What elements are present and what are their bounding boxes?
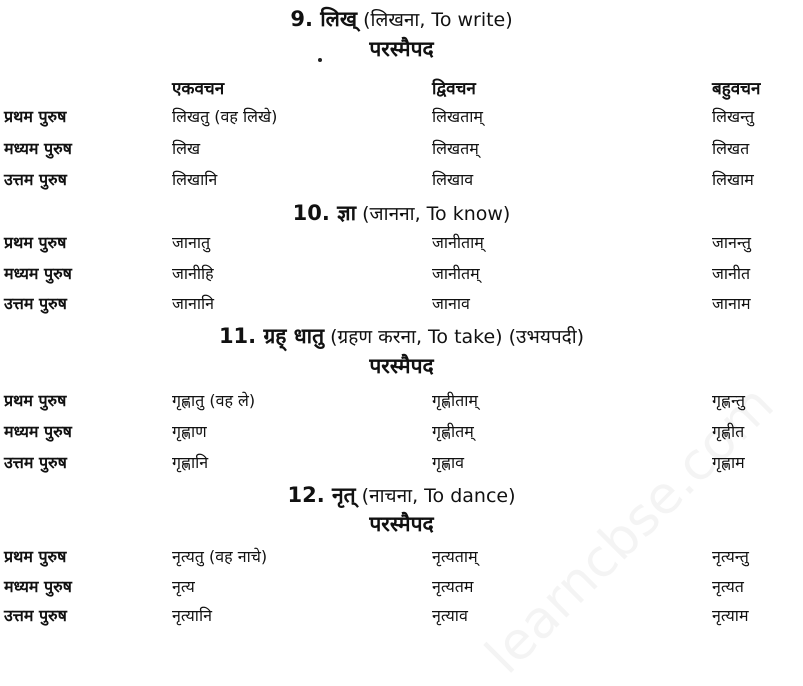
header-ekavachan: एकवचन — [172, 79, 225, 99]
table-row — [0, 574, 803, 600]
dual-form: लिखाव — [432, 170, 474, 189]
verb-meaning: (लिखना, To write) — [357, 9, 513, 31]
plural-form: जानाम — [712, 294, 751, 313]
verb-heading-9 — [0, 6, 803, 33]
table-row — [0, 388, 803, 414]
table-row — [0, 291, 803, 317]
plural-form: गृह्णीत — [712, 422, 745, 441]
person-label: मध्यम पुरुष — [4, 264, 72, 283]
singular-form: लिखानि — [172, 170, 218, 189]
verb-heading-10 — [0, 200, 803, 227]
dual-form: लिखतम् — [432, 139, 479, 158]
singular-form: गृह्णातु (वह ले) — [172, 391, 256, 410]
pada-label: परस्मैपद — [369, 354, 434, 378]
dual-form: नृत्यतम — [432, 577, 474, 596]
header-bahuvachan: बहुवचन — [712, 79, 761, 99]
singular-form: नृत्यतु (वह नाचे) — [172, 547, 268, 566]
verb-title: 12. नृत् — [287, 483, 356, 507]
dual-form: गृह्णीताम् — [432, 391, 478, 410]
person-label: प्रथम पुरुष — [4, 391, 67, 410]
person-label: प्रथम पुरुष — [4, 233, 67, 252]
verb-meaning: (नाचना, To dance) — [355, 485, 516, 507]
person-label: मध्यम पुरुष — [4, 577, 72, 596]
pada-label: परस्मैपद — [369, 512, 434, 536]
pada-label: परस्मैपद — [369, 37, 434, 61]
verb-meaning: (ग्रहण करना, To take) (उभयपदी) — [324, 326, 585, 348]
table-row — [0, 136, 803, 162]
plural-form: गृह्णन्तु — [712, 391, 746, 410]
singular-form: नृत्यानि — [172, 606, 212, 625]
table-row — [0, 230, 803, 256]
table-row — [0, 544, 803, 570]
singular-form: नृत्य — [172, 577, 195, 596]
dual-form: नृत्याव — [432, 606, 468, 625]
header-dvivachan: द्विवचन — [432, 79, 476, 99]
plural-form: लिखत — [712, 139, 750, 158]
dual-form: लिखताम् — [432, 107, 483, 126]
person-label: प्रथम पुरुष — [4, 547, 67, 566]
verb-title: 10. ज्ञा — [292, 201, 357, 225]
plural-form: नृत्यत — [712, 577, 744, 596]
singular-form: लिख — [172, 139, 201, 158]
person-label: मध्यम पुरुष — [4, 422, 72, 441]
dual-form: गृह्णीतम् — [432, 422, 474, 441]
verb-title: 9. लिख् — [290, 7, 358, 31]
plural-form: गृह्णाम — [712, 453, 745, 472]
verb-meaning: (जानना, To know) — [356, 203, 511, 225]
singular-form: गृह्णाण — [172, 422, 207, 441]
plural-form: नृत्यन्तु — [712, 547, 749, 566]
plural-form: लिखाम — [712, 170, 754, 189]
verb-heading-11 — [0, 323, 803, 350]
singular-form: जानीहि — [172, 264, 214, 283]
person-label: उत्तम पुरुष — [4, 453, 67, 472]
person-label: उत्तम पुरुष — [4, 170, 67, 189]
verb-title: 11. ग्रह् धातु — [218, 324, 325, 348]
person-label: उत्तम पुरुष — [4, 294, 67, 313]
table-row — [0, 261, 803, 287]
person-label: उत्तम पुरुष — [4, 606, 67, 625]
singular-form: गृह्णानि — [172, 453, 209, 472]
dual-form: गृह्णाव — [432, 453, 465, 472]
table-row — [0, 603, 803, 629]
singular-form: जानानि — [172, 294, 215, 313]
plural-form: नृत्याम — [712, 606, 749, 625]
singular-form: लिखतु (वह लिखे) — [172, 107, 278, 126]
plural-form: जानीत — [712, 264, 751, 283]
singular-form: जानातु — [172, 233, 211, 252]
dual-form: जानाव — [432, 294, 470, 313]
table-row — [0, 167, 803, 193]
plural-form: जानन्तु — [712, 233, 751, 252]
table-row — [0, 104, 803, 130]
stray-dot — [318, 58, 322, 62]
plural-form: लिखन्तु — [712, 107, 755, 126]
dual-form: जानीतम् — [432, 264, 480, 283]
person-label: प्रथम पुरुष — [4, 107, 67, 126]
dual-form: नृत्यताम् — [432, 547, 478, 566]
person-label: मध्यम पुरुष — [4, 139, 72, 158]
dual-form: जानीताम् — [432, 233, 484, 252]
